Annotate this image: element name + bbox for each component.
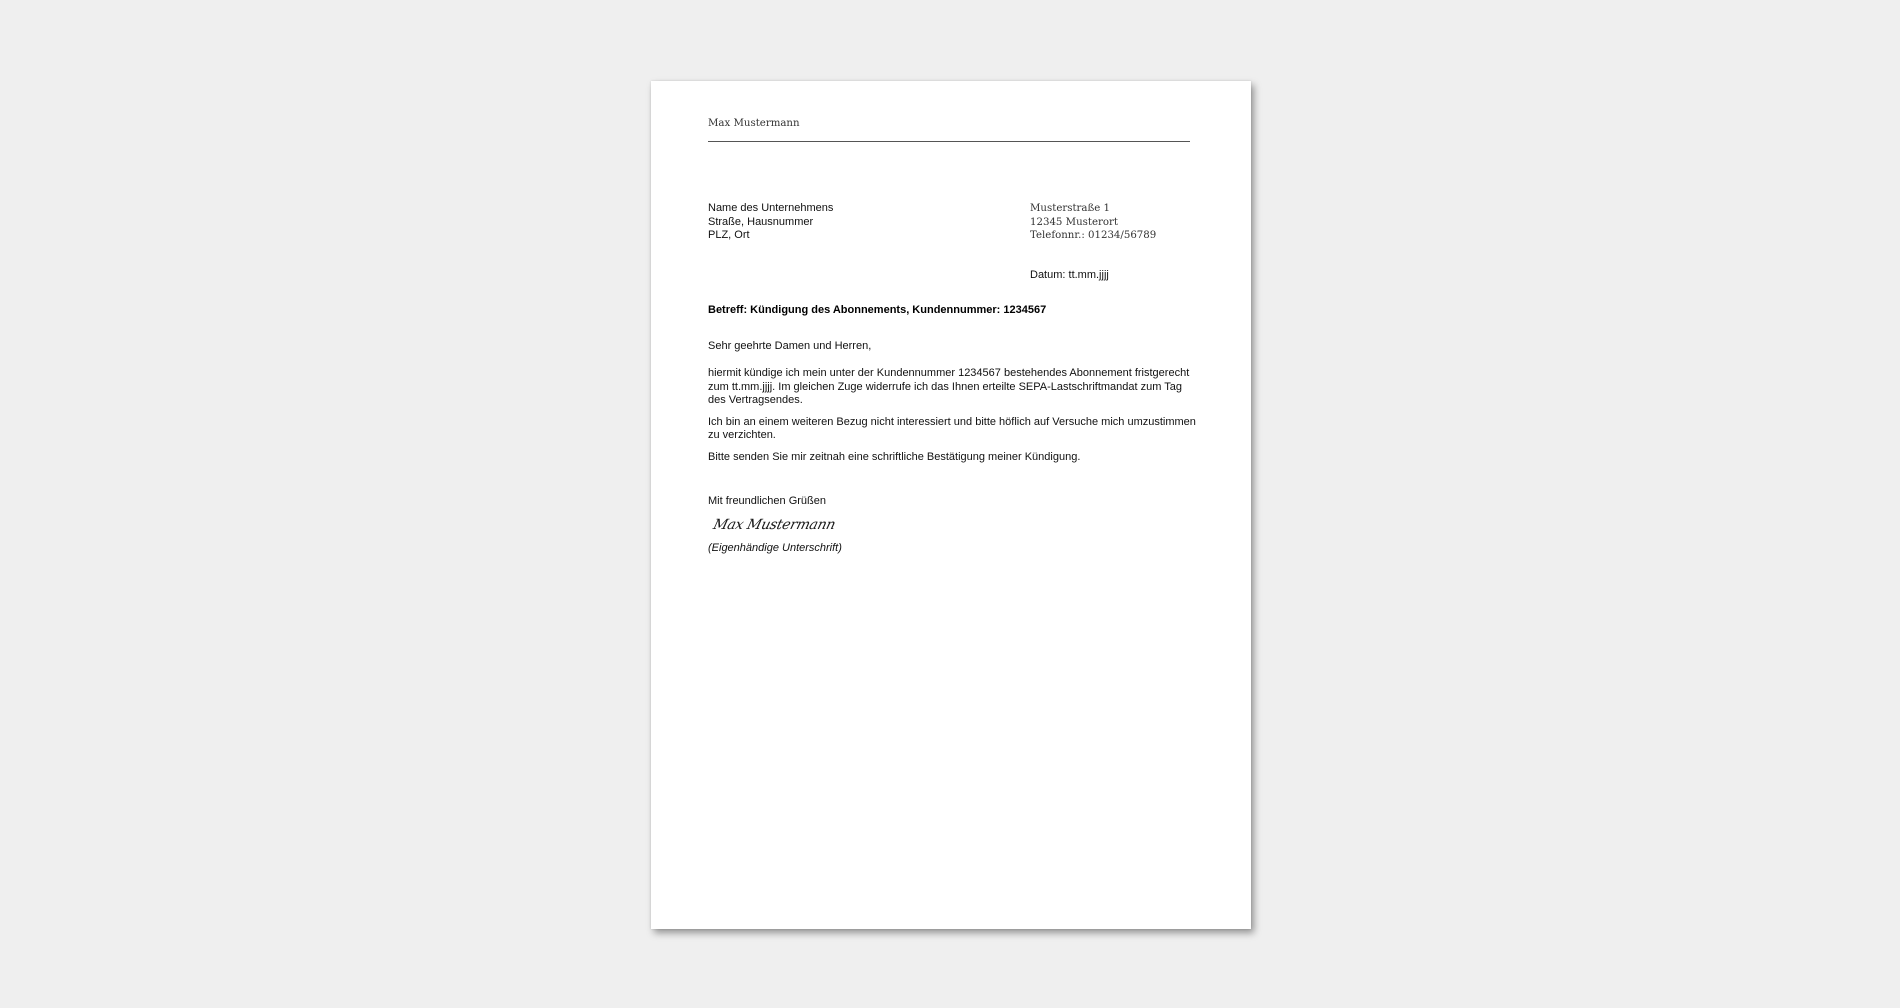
recipient-company: Name des Unternehmens bbox=[708, 202, 834, 214]
recipient-address bbox=[708, 202, 833, 243]
svg-text:Max Mustermann: Max Mustermann bbox=[711, 517, 837, 533]
letter-page bbox=[651, 81, 1251, 929]
body-paragraph-confirmation: Bitte senden Sie mir zeitnah eine schriftliche Bestätigung meiner Kündigung. bbox=[708, 450, 1081, 463]
letter-salutation: Sehr geehrte Damen und Herren, bbox=[708, 340, 872, 352]
body-paragraph-no-interest: Ich bin an einem weiteren Bezug nicht interessiert und bitte höflich auf Versuche mich umzustimmen zu verzichten. bbox=[708, 415, 1196, 442]
header-sender-name: Max Mustermann bbox=[708, 118, 800, 129]
sender-phone: Telefonnr.: 01234/56789 bbox=[1030, 230, 1157, 242]
signature-caption: (Eigenhändige Unterschrift) bbox=[708, 542, 842, 554]
recipient-street: Straße, Hausnummer bbox=[708, 215, 814, 228]
letter-subject: Betreff: Kündigung des Abonnements, Kundennummer: 1234567 bbox=[708, 304, 1047, 316]
sender-city: 12345 Musterort bbox=[1030, 216, 1118, 228]
sender-address bbox=[1030, 202, 1156, 243]
letter-body bbox=[708, 367, 1200, 473]
sender-street: Musterstraße 1 bbox=[1030, 203, 1111, 214]
handwritten-signature bbox=[711, 511, 841, 539]
letter-closing: Mit freundlichen Grüßen bbox=[708, 495, 826, 507]
header-divider bbox=[708, 141, 1190, 142]
recipient-city: PLZ, Ort bbox=[708, 229, 750, 242]
body-paragraph-termination: hiermit kündige ich mein unter der Kundennummer 1234567 bestehendes Abonnement fristgerecht zum tt.mm.jjjj. Im gleichen Zuge widerrufe ich das Ihnen erteilte SEPA-Lastschriftmandat zum Tag des Vertragsendes. bbox=[708, 367, 1190, 407]
letter-date: Datum: tt.mm.jjjj bbox=[1030, 269, 1109, 281]
